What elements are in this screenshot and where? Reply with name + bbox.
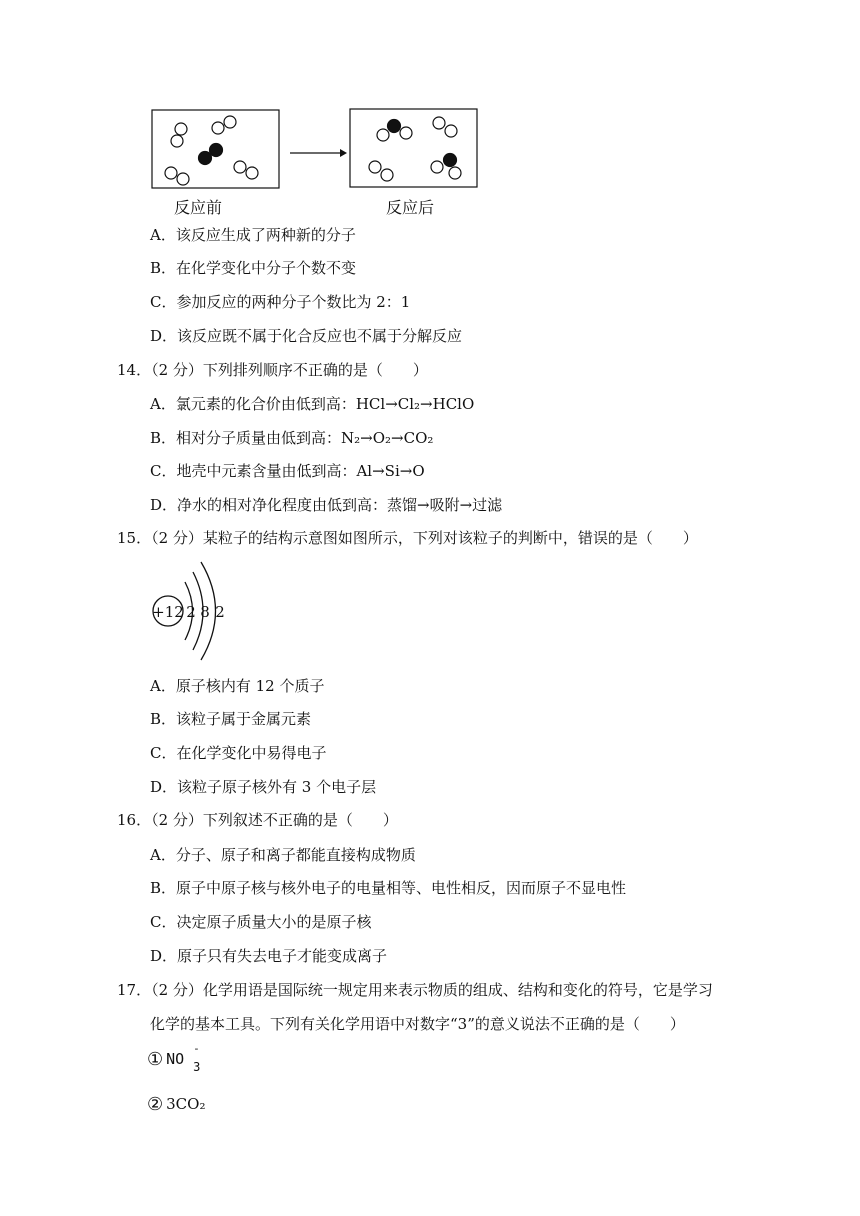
q17-item-2 bbox=[147, 1094, 205, 1114]
q16-stem: 16．（2 分）下列叙述不正确的是（ ） bbox=[117, 811, 398, 829]
q14-option-a: A．氯元素的化合价由低到高：HCl→Cl₂→HClO bbox=[150, 395, 475, 413]
q15-stem: 15．（2 分）某粒子的结构示意图如图所示，下列对该粒子的判断中，错误的是（ ） bbox=[117, 529, 698, 547]
shell-1-count: 2 bbox=[186, 603, 196, 621]
before-label: 反应前 bbox=[174, 198, 223, 217]
co2-formula: 3CO₂ bbox=[166, 1095, 206, 1113]
nitrate-charge: - bbox=[193, 1042, 200, 1055]
q16-option-c: C．决定原子质量大小的是原子核 bbox=[150, 913, 372, 931]
item-1-marker: ① bbox=[147, 1049, 164, 1070]
item-2-marker: ② bbox=[147, 1094, 164, 1115]
q14-option-c: C．地壳中元素含量由低到高：Al→Si→O bbox=[150, 462, 425, 480]
q13-option-d: D．该反应既不属于化合反应也不属于分解反应 bbox=[150, 327, 463, 345]
q15-option-c: C．在化学变化中易得电子 bbox=[150, 744, 327, 762]
shell-3-count: 2 bbox=[215, 603, 225, 621]
q16-option-a: A．分子、原子和离子都能直接构成物质 bbox=[150, 846, 416, 864]
q14-stem: 14．（2 分）下列排列顺序不正确的是（ ） bbox=[117, 361, 428, 379]
nucleus-charge: +12 bbox=[152, 603, 184, 621]
q13-option-a: A．该反应生成了两种新的分子 bbox=[150, 226, 356, 244]
q17-item-1 bbox=[147, 1042, 201, 1074]
q17-stem-line2: 化学的基本工具。下列有关化学用语中对数字“3”的意义说法不正确的是（ ） bbox=[150, 1015, 685, 1033]
q13-option-b: B．在化学变化中分子个数不变 bbox=[150, 259, 357, 277]
q16-option-b: B．原子中原子核与核外电子的电量相等、电性相反，因而原子不显电性 bbox=[150, 879, 627, 897]
q17-stem-line1: 17．（2 分）化学用语是国际统一规定用来表示物质的组成、结构和变化的符号，它是学习 bbox=[117, 981, 713, 999]
q15-option-a: A．原子核内有 12 个质子 bbox=[150, 677, 325, 695]
nitrate-base: NO bbox=[166, 1050, 185, 1068]
atomic-structure-diagram bbox=[0, 555, 860, 665]
q15-option-d: D．该粒子原子核外有 3 个电子层 bbox=[150, 778, 377, 796]
nitrate-formula bbox=[166, 1042, 201, 1074]
nitrate-subscript: 3 bbox=[193, 1060, 201, 1074]
q15-option-b: B．该粒子属于金属元素 bbox=[150, 710, 312, 728]
q14-option-d: D．净水的相对净化程度由低到高：蒸馏→吸附→过滤 bbox=[150, 496, 503, 514]
q14-option-b: B．相对分子质量由低到高：N₂→O₂→CO₂ bbox=[150, 429, 434, 447]
after-label: 反应后 bbox=[386, 198, 435, 217]
q16-option-d: D．原子只有失去电子才能变成离子 bbox=[150, 947, 388, 965]
q13-option-c: C．参加反应的两种分子个数比为 2：1 bbox=[150, 293, 411, 311]
shell-2-count: 8 bbox=[200, 603, 210, 621]
